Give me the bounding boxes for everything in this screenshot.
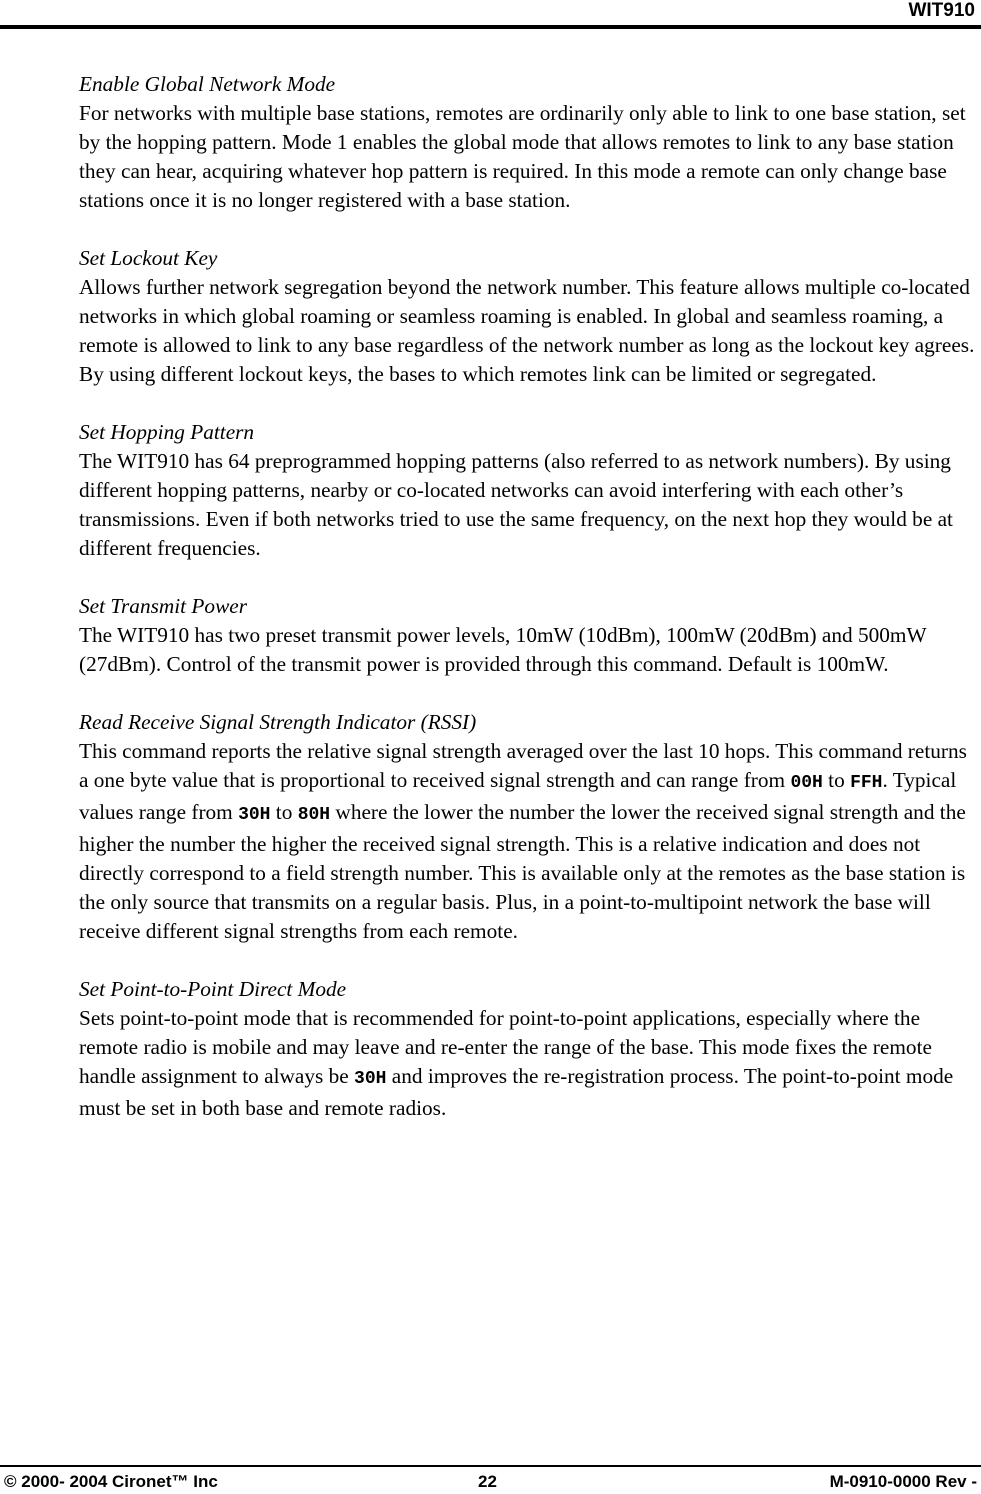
- body-text: This command reports the relative signal strength averaged over the last 10 hops. This command returns a one byte value that is proportional to received signal strength and can range from: [79, 739, 967, 792]
- section-title: Set Hopping Pattern: [79, 420, 255, 444]
- section-title: Set Transmit Power: [79, 594, 248, 618]
- section-point-to-point-mode: [79, 975, 979, 1123]
- footer-doc-number: M-0910-0000 Rev -: [829, 1472, 977, 1491]
- body-text: to: [822, 768, 851, 792]
- hex-value-code: 80H: [297, 805, 331, 825]
- section-body: For networks with multiple base stations, remotes are ordinarily only able to link to one base station, set by the hopping pattern. Mode 1 enables the global mode that allows remotes to link to any base station they can hear, acquiring whatever hop pattern is required. In this mode a remote can only change base stations once it is no longer registered with a base station.: [79, 101, 966, 212]
- footer-rule: [0, 1465, 981, 1467]
- body-text: to: [270, 800, 298, 824]
- section-body: Allows further network segregation beyond the network number. This feature allows multiple co-located networks in which global roaming or seamless roaming is enabled. In global and seamless roaming, a remote is allowed to link to any base regardless of the network number as long as the lockout key agrees. By using different lockout keys, the bases to which remotes link can be limited or segregated.: [79, 275, 975, 386]
- body-text: Sets point-to-point mode that is recommended for point-to-point applications, especially where the remote radio is mobile and may leave and re-enter the range of the base. This mode fixes the remote handle assignment to always be: [79, 1006, 932, 1088]
- body-text: where the lower the number the lower the received signal strength and the higher the number the higher the received signal strength. This is a relative indication and does not directly correspond to a field strength number. This is available only at the remotes as the base station is the only source that transmits on a regular basis. Plus, in a point-to-multipoint network the base will receive different signal strengths from each remote.: [79, 800, 966, 943]
- section-title: Set Point-to-Point Direct Mode: [79, 977, 347, 1001]
- hex-value-code: 30H: [238, 805, 271, 825]
- body-text: . Typical values range from: [79, 768, 957, 824]
- footer-copyright: © 2000- 2004 Cironet™ Inc: [4, 1472, 218, 1491]
- body-text: and improves the re-registration process. The point-to-point mode must be set in both base and remote radios.: [79, 1064, 954, 1120]
- section-body: The WIT910 has two preset transmit power levels, 10mW (10dBm), 100mW (20dBm) and 500mW (27dBm). Control of the transmit power is provided through this command. Default is 100mW.: [79, 623, 927, 676]
- section-hopping-pattern: [79, 418, 979, 563]
- hex-value-code: FFH: [850, 773, 883, 793]
- hex-value-code: 00H: [790, 773, 823, 793]
- section-lockout-key: [79, 244, 979, 389]
- header-rule: [0, 25, 981, 29]
- document-body: [79, 70, 979, 1152]
- section-global-network-mode: [79, 70, 979, 215]
- section-title: Read Receive Signal Strength Indicator (RSSI): [79, 710, 477, 734]
- section-body: The WIT910 has 64 preprogrammed hopping patterns (also referred to as network numbers). By using different hopping patterns, nearby or co-located networks can avoid interfering with each other’s transmissions. Even if both networks tried to use the same frequency, on the next hop they would be at different frequencies.: [79, 449, 953, 560]
- section-title: Enable Global Network Mode: [79, 72, 336, 96]
- section-transmit-power: [79, 592, 979, 679]
- section-title: Set Lockout Key: [79, 246, 218, 270]
- section-body: [79, 737, 979, 946]
- footer-page-number: 22: [478, 1472, 497, 1491]
- header-title: WIT910: [908, 0, 975, 21]
- hex-value-code: 30H: [354, 1069, 387, 1089]
- section-body: [79, 1004, 979, 1123]
- section-rssi: [79, 708, 979, 946]
